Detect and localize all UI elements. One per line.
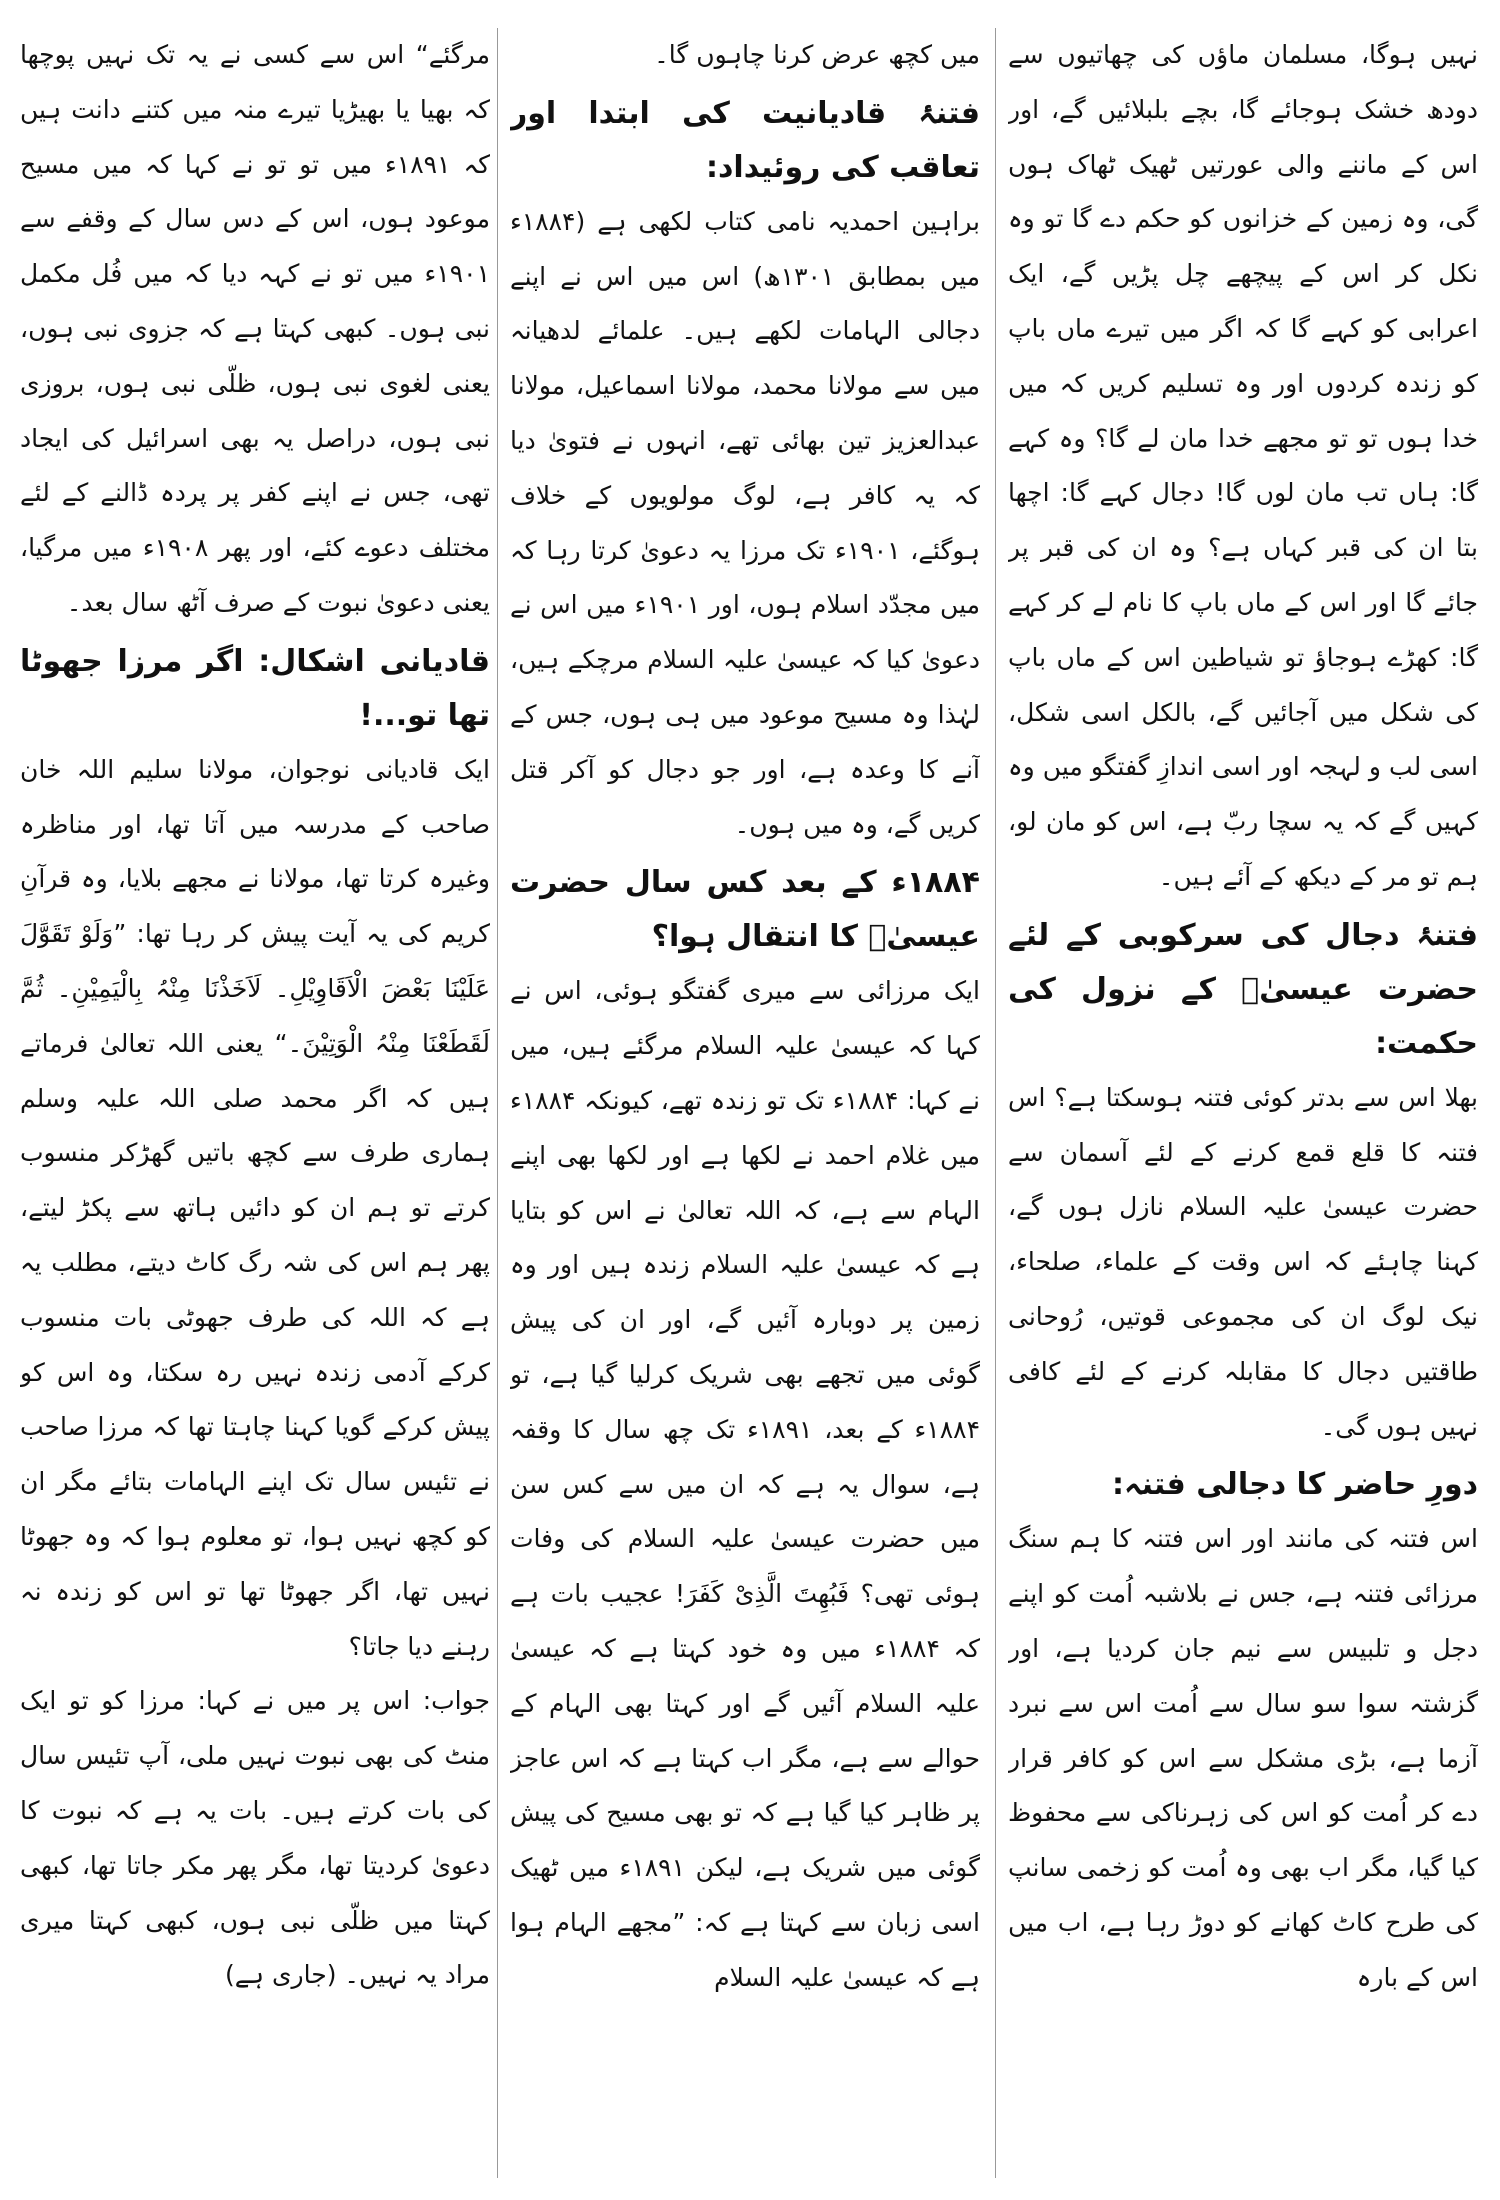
- paragraph: جواب: اس پر میں نے کہا: مرزا کو تو ایک منٹ کی بھی نبوت نہیں ملی، آپ تئیس سال کی بات کرتے ہیں۔ بات یہ ہے کہ نبوت کا دعویٰ کردیتا تھا، مگر پھر مکر جاتا تھا، کبھی کہتا میں ظلّی نبی ہوں، کبھی کہتا میری مراد یہ نہیں۔ (جاری ہے): [20, 1686, 490, 1990]
- column-left: [20, 28, 490, 2183]
- paragraph: اس فتنہ کی مانند اور اس فتنہ کا ہم سنگ مرزائی فتنہ ہے، جس نے بلاشبہ اُمت کو اپنے دجل و تلبیس سے نیم جان کردیا ہے، اور گزشتہ سوا سو سال سے اُمت اس سے نبرد آزما ہے، بڑی مشکل سے اس کو کافر قرار دے کر اُمت کو اس کی زہرناکی سے محفوظ کیا گیا، مگر اب بھی وہ اُمت کو زخمی سانپ کی طرح کاٹ کھانے کو دوڑ رہا ہے، اب میں اس کے بارہ: [1008, 1524, 1478, 1992]
- paragraph: براہین احمدیہ نامی کتاب لکھی ہے (۱۸۸۴ء میں بمطابق ۱۳۰۱ھ) اس میں اس نے اپنے دجالی الہامات لکھے ہیں۔ علمائے لدھیانہ میں سے مولانا محمد، مولانا اسماعیل، مولانا عبدالعزیز تین بھائی تھے، انہوں نے فتویٰ دیا کہ یہ کافر ہے، لوگ مولویوں کے خلاف ہوگئے، ۱۹۰۱ء تک مرزا یہ دعویٰ کرتا رہا کہ میں مجدّد اسلام ہوں، اور ۱۹۰۱ء میں اس نے دعویٰ کیا کہ عیسیٰ علیہ السلام مرچکے ہیں، لہٰذا وہ مسیح موعود میں ہی ہوں، جس کے آنے کا وعدہ ہے، اور جو دجال کو آکر قتل کریں گے، وہ میں ہوں۔: [510, 206, 980, 839]
- column-divider: [995, 28, 996, 2178]
- paragraph: ایک مرزائی سے میری گفتگو ہوئی، اس نے کہا کہ عیسیٰ علیہ السلام مرگئے ہیں، میں نے کہا: ۱۸۸۴ء تک تو زندہ تھے، کیونکہ ۱۸۸۴ء میں غلام احمد نے لکھا ہے اور لکھا بھی اپنے الہام سے ہے، کہ اللہ تعالیٰ نے اس کو بتایا ہے کہ عیسیٰ علیہ السلام زندہ ہیں اور وہ زمین پر دوبارہ آئیں گے، اور ان کی پیش گوئی میں تجھے بھی شریک کرلیا گیا ہے، تو ۱۸۸۴ء کے بعد، ۱۸۹۱ء تک چھ سال کا وقفہ ہے، سوال یہ ہے کہ ان میں سے کس سن میں حضرت عیسیٰ علیہ السلام کی وفات ہوئی تھی؟ فَبُھِتَ الَّذِیْ کَفَرَ! عجیب بات ہے کہ ۱۸۸۴ء میں وہ خود کہتا ہے کہ عیسیٰ علیہ السلام آئیں گے اور کہتا بھی الہام کے حوالے سے ہے، مگر اب کہتا ہے کہ اس عاجز پر ظاہر کیا گیا ہے کہ تو بھی مسیح کی پیش گوئی میں شریک ہے، لیکن ۱۸۹۱ء میں ٹھیک اسی زبان سے کہتا ہے کہ: ”مجھے الہام ہوا ہے کہ عیسیٰ علیہ السلام: [510, 976, 980, 1992]
- paragraph: میں کچھ عرض کرنا چاہوں گا۔: [654, 40, 980, 69]
- column-divider: [497, 28, 498, 2178]
- section-heading: قادیانی اشکال: اگر مرزا جھوٹا تھا تو...!: [20, 643, 490, 733]
- paragraph: مرگئے“ اس سے کسی نے یہ تک نہیں پوچھا کہ بھیا یا بھیڑیا تیرے منہ میں کتنے دانت ہیں کہ ۱۸۹۱ء میں تو تو نے کہا کہ میں مسیح موعود ہوں، اس کے دس سال کے وقفے سے ۱۹۰۱ء میں تو نے کہہ دیا کہ میں فُل مکمل نبی ہوں۔ کبھی کہتا ہے کہ جزوی نبی ہوں، یعنی لغوی نبی ہوں، ظلّی نبی ہوں، بروزی نبی ہوں، دراصل یہ بھی اسرائیل کی ایجاد تھی، جس نے اپنے کفر پر پردہ ڈالنے کے لئے مختلف دعوے کئے، اور پھر ۱۹۰۸ء میں مرگیا، یعنی دعویٰ نبوت کے صرف آٹھ سال بعد۔: [20, 40, 490, 617]
- paragraph: بھلا اس سے بدتر کوئی فتنہ ہوسکتا ہے؟ اس فتنہ کا قلع قمع کرنے کے لئے آسمان سے حضرت عیسیٰ علیہ السلام نازل ہوں گے، کہنا چاہئے کہ اس وقت کے علماء، صلحاء، نیک لوگ ان کی مجموعی قوتیں، رُوحانی طاقتیں دجال کا مقابلہ کرنے کے لئے کافی نہیں ہوں گی۔: [1008, 1082, 1478, 1441]
- paragraph: نہیں ہوگا، مسلمان ماؤں کی چھاتیوں سے دودھ خشک ہوجائے گا، بچے بلبلائیں گے، اور اس کے ماننے والی عورتیں ٹھیک ٹھاک ہوں گی، وہ زمین کے خزانوں کو حکم دے گا تو وہ نکل کر اس کے پیچھے چل پڑیں گے، ایک اعرابی کو کہے گا کہ اگر میں تیرے ماں باپ کو زندہ کردوں اور وہ تسلیم کریں کہ میں خدا ہوں تو تو مجھے خدا مان لے گا؟ وہ کہے گا: ہاں تب مان لوں گا! دجال کہے گا: اچھا بتا ان کی قبر کہاں ہے؟ وہ ان کی قبر پر جائے گا اور اس کے ماں باپ کا نام لے کر کہے گا: کھڑے ہوجاؤ تو شیاطین اس کے ماں باپ کی شکل میں آجائیں گے، بالکل اسی شکل، اسی لب و لہجہ اور اسی اندازِ گفتگو میں وہ کہیں گے کہ یہ سچا ربّ ہے، اس کو مان لو، ہم تو مر کے دیکھ کے آئے ہیں۔: [1008, 40, 1478, 891]
- section-heading: ۱۸۸۴ء کے بعد کس سال حضرت عیسیٰؑ کا انتقال ہوا؟: [510, 865, 980, 955]
- section-heading: فتنۂ دجال کی سرکوبی کے لئے حضرت عیسیٰؑ کے نزول کی حکمت:: [1008, 917, 1478, 1061]
- section-heading: فتنۂ قادیانیت کی ابتدا اور تعاقب کی روئیداد:: [510, 95, 980, 185]
- section-heading: دورِ حاضر کا دجالی فتنہ:: [1112, 1467, 1478, 1503]
- column-right: [1008, 28, 1478, 2183]
- paragraph: ایک قادیانی نوجوان، مولانا سلیم اللہ خان صاحب کے مدرسہ میں آتا تھا، اور مناظرہ وغیرہ کرتا تھا، مولانا نے مجھے بلایا، وہ قرآنِ کریم کی یہ آیت پیش کر رہا تھا: ”وَلَوْ تَقَوَّلَ عَلَیْنَا بَعْضَ الْاَقَاوِیْلِ۔ لَاَخَذْنَا مِنْہُ بِالْیَمِیْنِ۔ ثُمَّ لَقَطَعْنَا مِنْہُ الْوَتِیْنَ۔“ یعنی اللہ تعالیٰ فرماتے ہیں کہ اگر محمد صلی اللہ علیہ وسلم ہماری طرف سے کچھ باتیں گھڑکر منسوب کرتے تو ہم ان کو دائیں ہاتھ سے پکڑ لیتے، پھر ہم اس کی شہ رگ کاٹ دیتے، مطلب یہ ہے کہ اللہ کی طرف جھوٹی بات منسوب کرکے آدمی زندہ نہیں رہ سکتا، وہ اس کو پیش کرکے گویا کہنا چاہتا تھا کہ مرزا صاحب نے تئیس سال تک اپنے الہامات بتائے مگر ان کو کچھ نہیں ہوا، تو معلوم ہوا کہ وہ جھوٹا نہیں تھا، اگر جھوٹا تھا تو اس کو زندہ نہ رہنے دیا جاتا؟: [20, 754, 490, 1661]
- column-middle: [510, 28, 980, 2183]
